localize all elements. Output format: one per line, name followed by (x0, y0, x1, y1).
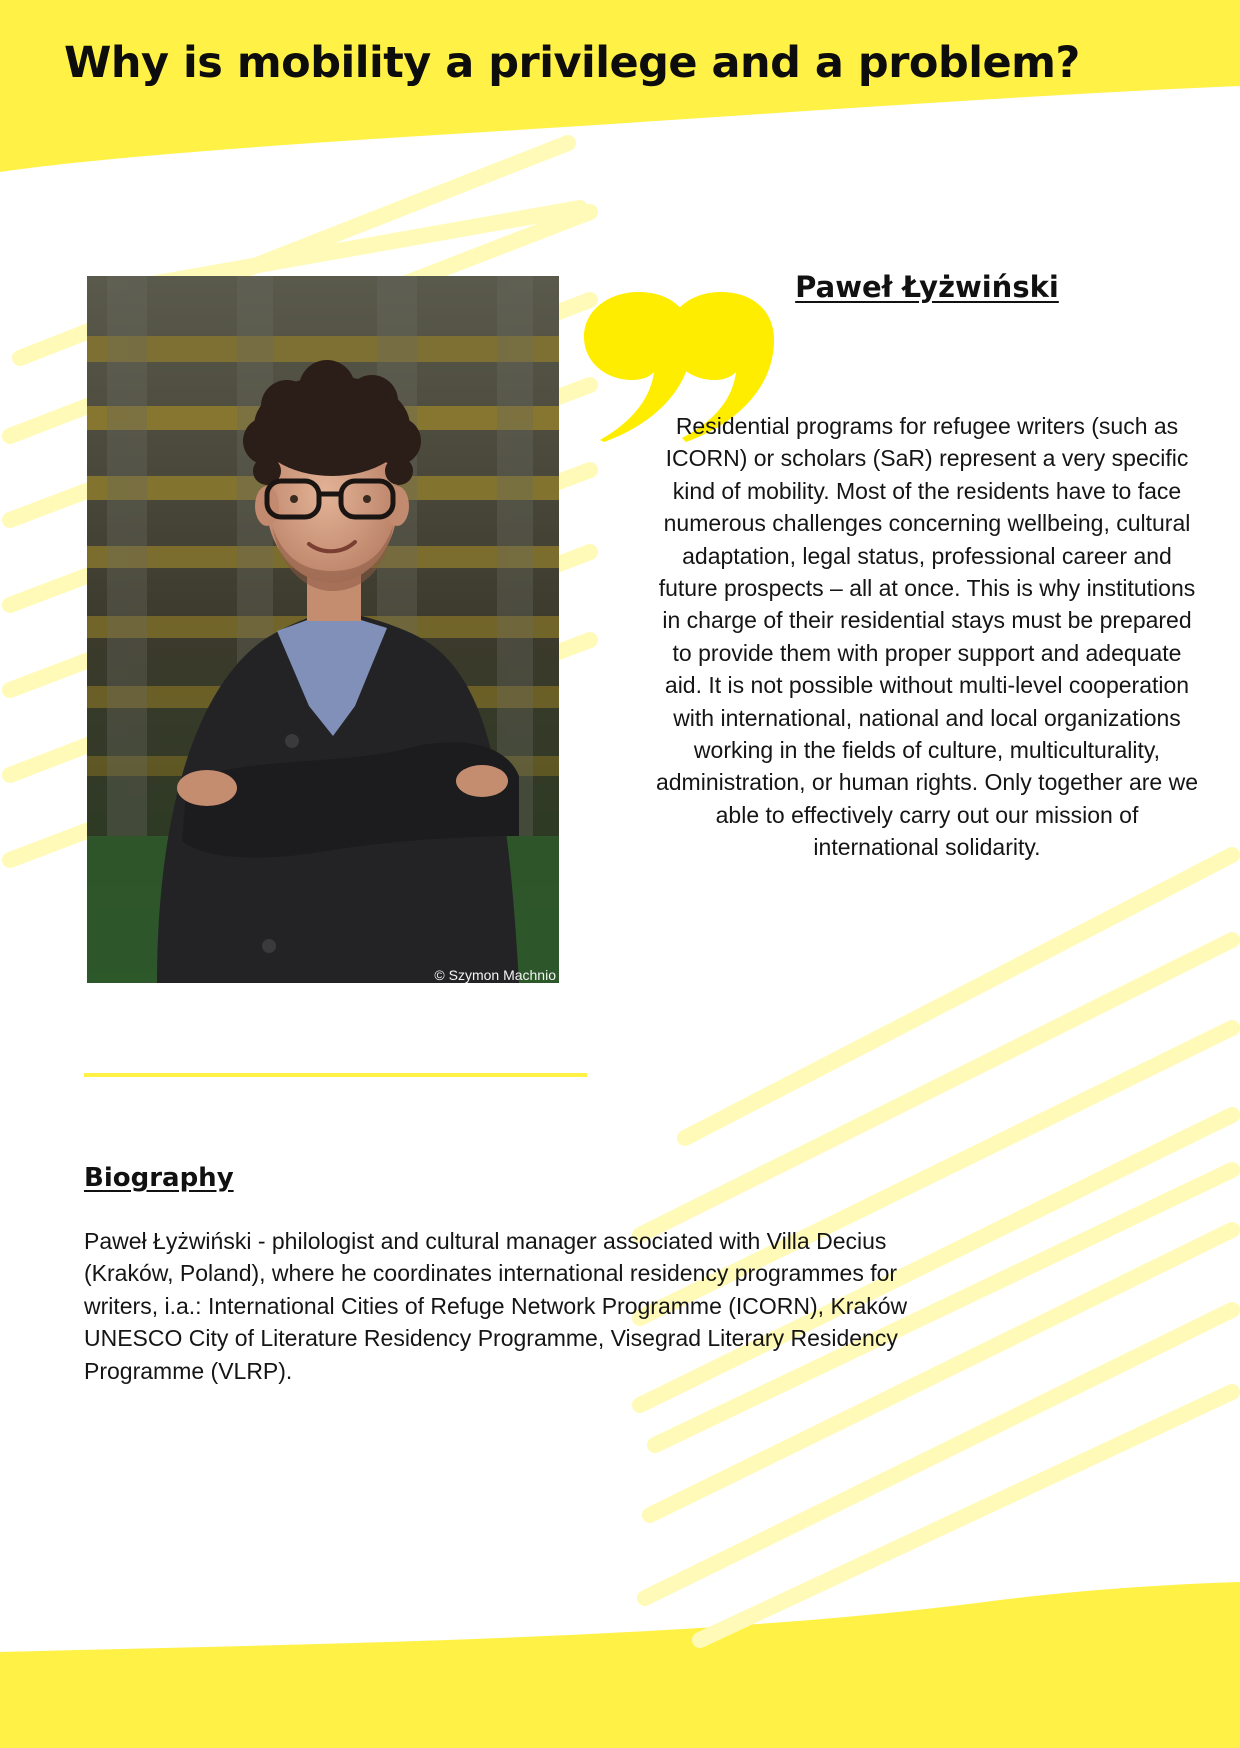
portrait-photo (87, 276, 559, 983)
quote-text: Residential programs for refugee writers (such as ICORN) or scholars (SaR) represent a very specific kind of mobility. Most of the residents have to face numerous challenges concerning wellbeing, cultural adaptation, legal status, professional career and future prospects – all at once. This is why institutions in charge of their residential stays must be prepared to provide them with proper support and adequate aid. It is not possible without multi-level cooperation with international, national and local organizations working in the fields of culture, multiculturality, administration, or human rights. Only together are we able to effectively carry out our mission of international solidarity. (655, 413, 1199, 861)
section-divider (84, 1073, 587, 1077)
photo-credit: © Szymon Machnio (434, 967, 556, 983)
person-name: Paweł Łyżwiński (795, 270, 1059, 304)
biography-text: Paweł Łyżwiński - philologist and cultural manager associated with Villa Decius (Kraków, Poland), where he coordinates international residency programmes for writers, i.a.: International Cities of Refuge Network Programme (ICORN), Kraków UNESCO City of Literature Residency Programme, Visegrad Literary Residency Programme (VLRP). (84, 1228, 908, 1384)
footer-band (0, 1582, 1240, 1748)
biography-heading: Biography (84, 1163, 234, 1193)
page-title: Why is mobility a privilege and a problem? (64, 38, 1080, 88)
